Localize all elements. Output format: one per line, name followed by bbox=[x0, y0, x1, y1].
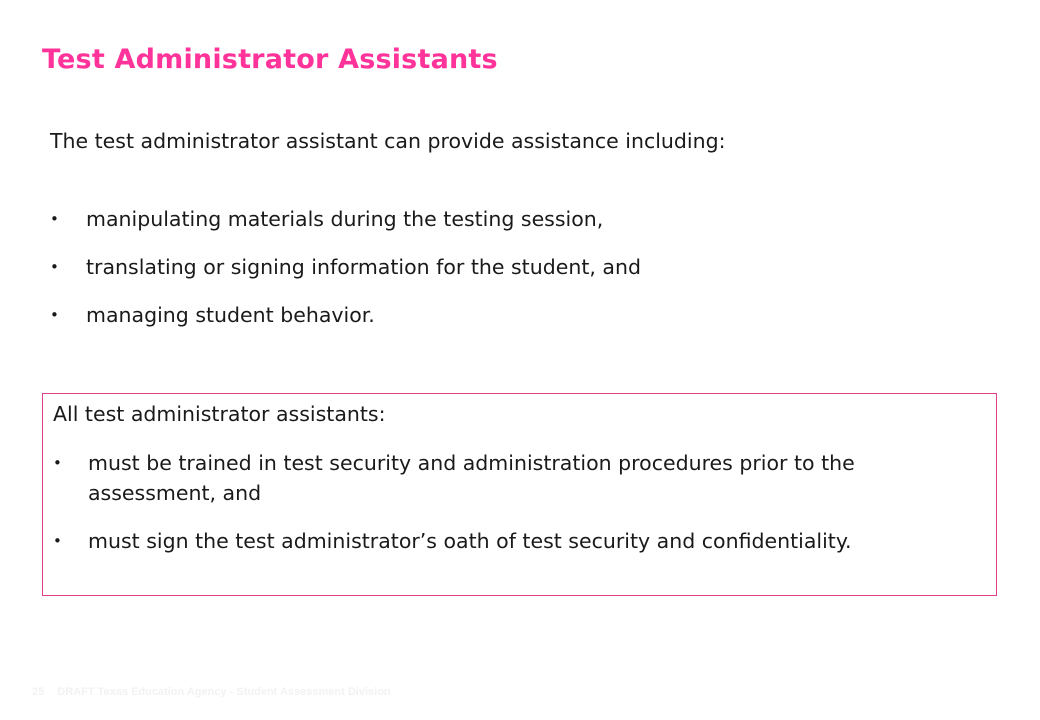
bullet-text: translating or signing information for the student, and bbox=[86, 255, 641, 279]
bullet-icon: • bbox=[50, 210, 59, 228]
intro-text: The test administrator assistant can provide assistance including: bbox=[50, 129, 726, 153]
list-item bbox=[50, 300, 950, 330]
footer-text: DRAFT Texas Education Agency - Student Assessment Division bbox=[57, 686, 391, 698]
list-item bbox=[53, 448, 953, 508]
list-item bbox=[53, 526, 953, 556]
bullet-icon: • bbox=[53, 454, 62, 472]
bullet-icon: • bbox=[50, 306, 59, 324]
box-heading: All test administrator assistants: bbox=[53, 402, 386, 426]
slide-footer bbox=[32, 686, 391, 698]
bullet-text: must be trained in test security and administration procedures prior to the assessment, and bbox=[88, 451, 855, 505]
slide-title: Test Administrator Assistants bbox=[42, 44, 498, 75]
intro-bullet-list bbox=[50, 204, 950, 348]
list-item bbox=[50, 252, 950, 282]
bullet-icon: • bbox=[53, 532, 62, 550]
page-number: 25 bbox=[32, 686, 45, 698]
requirements-bullet-list bbox=[53, 448, 953, 574]
list-item bbox=[50, 204, 950, 234]
requirements-box bbox=[42, 393, 997, 596]
bullet-text: managing student behavior. bbox=[86, 303, 375, 327]
bullet-text: must sign the test administrator’s oath of test security and confidentiality. bbox=[88, 529, 852, 553]
bullet-text: manipulating materials during the testing session, bbox=[86, 207, 604, 231]
bullet-icon: • bbox=[50, 258, 59, 276]
